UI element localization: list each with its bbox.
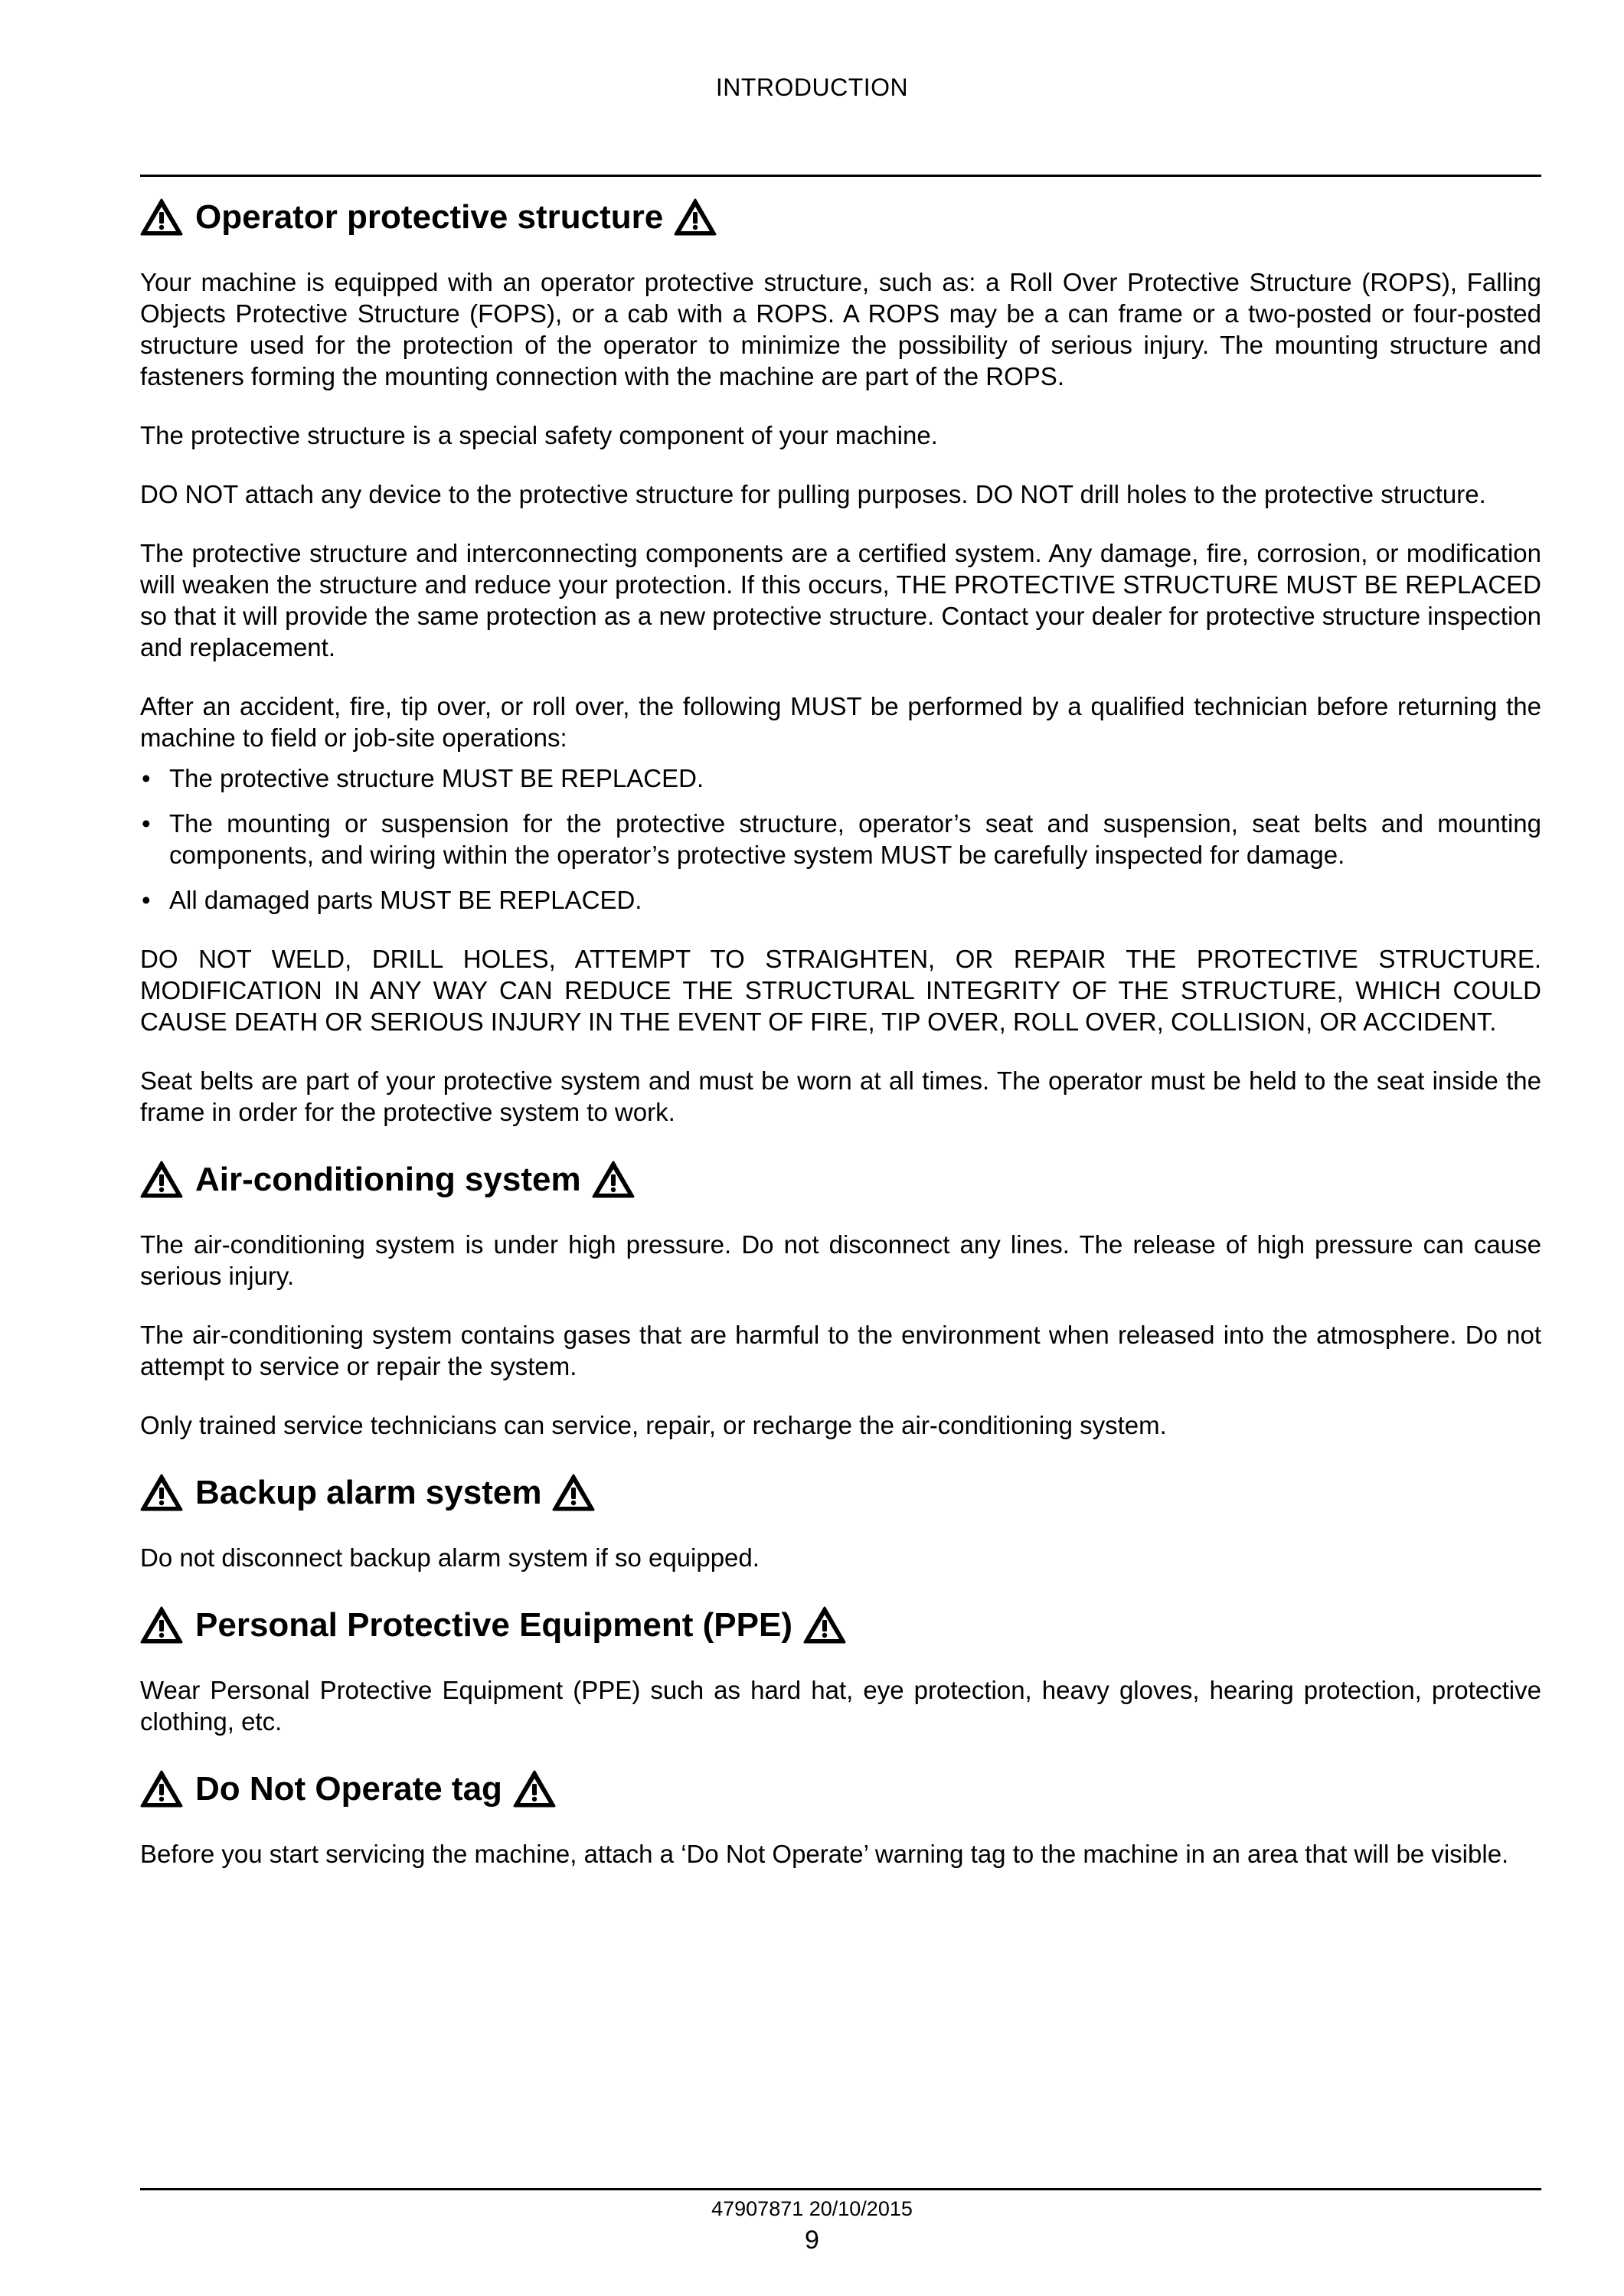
paragraph: Do not disconnect backup alarm system if so equipped. — [140, 1543, 760, 1572]
warning-triangle-icon — [674, 198, 717, 237]
paragraph: The protective structure is a special safety component of your machine. — [140, 421, 938, 449]
bullet-icon: • — [142, 809, 151, 838]
footer-rule — [140, 2188, 1541, 2190]
warning-triangle-icon — [140, 1606, 183, 1644]
bullet-icon: • — [142, 886, 151, 914]
paragraph: Only trained service technicians can service, repair, or recharge the air-conditioning system. — [140, 1411, 1167, 1439]
section-title: Air-conditioning system — [195, 1161, 581, 1198]
section-title: Operator protective structure — [195, 198, 664, 236]
list-item-text: The protective structure MUST BE REPLACED. — [169, 764, 704, 792]
section-heading-do-not-operate-tag — [140, 1765, 1541, 1814]
paragraph: After an accident, fire, tip over, or roll over, the following MUST be performed by a qualified technician before returning the machine to field or job-site operations: — [140, 692, 1541, 752]
warning-triangle-icon — [140, 198, 183, 237]
header-rule — [140, 175, 1541, 177]
warning-paragraph: DO NOT WELD, DRILL HOLES, ATTEMPT TO STRAIGHTEN, OR REPAIR THE PROTECTIVE STRUCTURE. MODIFICATION IN ANY WAY CAN REDUCE THE STRUCTURAL INTEGRITY OF THE STRUCTURE, WHICH COULD CAUSE DEATH OR SERIOUS INJURY IN THE EVENT OF FIRE, TIP OVER, ROLL OVER, COLLISION, OR ACCIDENT. — [140, 945, 1541, 1036]
paragraph: The air-conditioning system contains gases that are harmful to the environment when released into the atmosphere. Do not attempt to service or repair the system. — [140, 1321, 1541, 1380]
warning-triangle-icon — [592, 1161, 635, 1199]
paragraph: Before you start servicing the machine, attach a ‘Do Not Operate’ warning tag to the machine in an area that will be visible. — [140, 1840, 1509, 1868]
warning-triangle-icon — [140, 1474, 183, 1512]
paragraph: Your machine is equipped with an operator protective structure, such as: a Roll Over Protective Structure (ROPS), Falling Objects Protective Structure (FOPS), or a cab with a ROPS. A ROPS may be a can frame or a two-posted or four-posted structure used for the protection of the operator to minimize the possibility of serious injury. The mounting structure and fasteners forming the mounting connection with the machine are part of the ROPS. — [140, 268, 1541, 390]
paragraph: Seat belts are part of your protective system and must be worn at all times. The operator must be held to the seat inside the frame in order for the protective system to work. — [140, 1066, 1541, 1126]
warning-triangle-icon — [552, 1474, 595, 1512]
section-title: Do Not Operate tag — [195, 1770, 502, 1808]
document-code: 47907871 20/10/2015 — [711, 2197, 913, 2220]
page-number: 9 — [805, 2226, 819, 2255]
section-heading-backup-alarm-system — [140, 1468, 1541, 1517]
section-title: Backup alarm system — [195, 1474, 542, 1511]
section-heading-air-conditioning-system — [140, 1155, 1541, 1204]
paragraph: The protective structure and interconnecting components are a certified system. Any damage, fire, corrosion, or modification will weaken the structure and reduce your protection. If this occurs, THE PROTECTIVE STRUCTURE MUST BE REPLACED so that it will provide the same protection as a new protective structure. Contact your dealer for protective structure inspection and replacement. — [140, 539, 1541, 661]
warning-triangle-icon — [140, 1161, 183, 1199]
bullet-icon: • — [142, 764, 151, 792]
warning-triangle-icon — [803, 1606, 846, 1644]
section-title: Personal Protective Equipment (PPE) — [195, 1606, 792, 1644]
paragraph: Wear Personal Protective Equipment (PPE) such as hard hat, eye protection, heavy gloves, hearing protection, protective clothing, etc. — [140, 1676, 1541, 1736]
bullet-list — [140, 763, 1541, 916]
section-heading-operator-protective-structure — [140, 193, 1541, 242]
running-header: INTRODUCTION — [715, 73, 909, 101]
paragraph: The air-conditioning system is under high pressure. Do not disconnect any lines. The release of high pressure can cause serious injury. — [140, 1230, 1541, 1290]
paragraph: DO NOT attach any device to the protective structure for pulling purposes. DO NOT drill holes to the protective structure. — [140, 480, 1486, 508]
section-heading-personal-protective-equipment — [140, 1601, 1541, 1650]
list-item — [140, 884, 1541, 916]
warning-triangle-icon — [140, 1770, 183, 1808]
list-item — [140, 808, 1541, 870]
list-item-text: All damaged parts MUST BE REPLACED. — [169, 886, 642, 914]
page-content — [140, 193, 1541, 1897]
warning-triangle-icon — [513, 1770, 556, 1808]
list-item-text: The mounting or suspension for the protective structure, operator’s seat and suspension, seat belts and mounting components, and wiring within the operator’s protective system MUST be carefully inspected for damage. — [169, 809, 1541, 869]
list-item — [140, 763, 1541, 794]
